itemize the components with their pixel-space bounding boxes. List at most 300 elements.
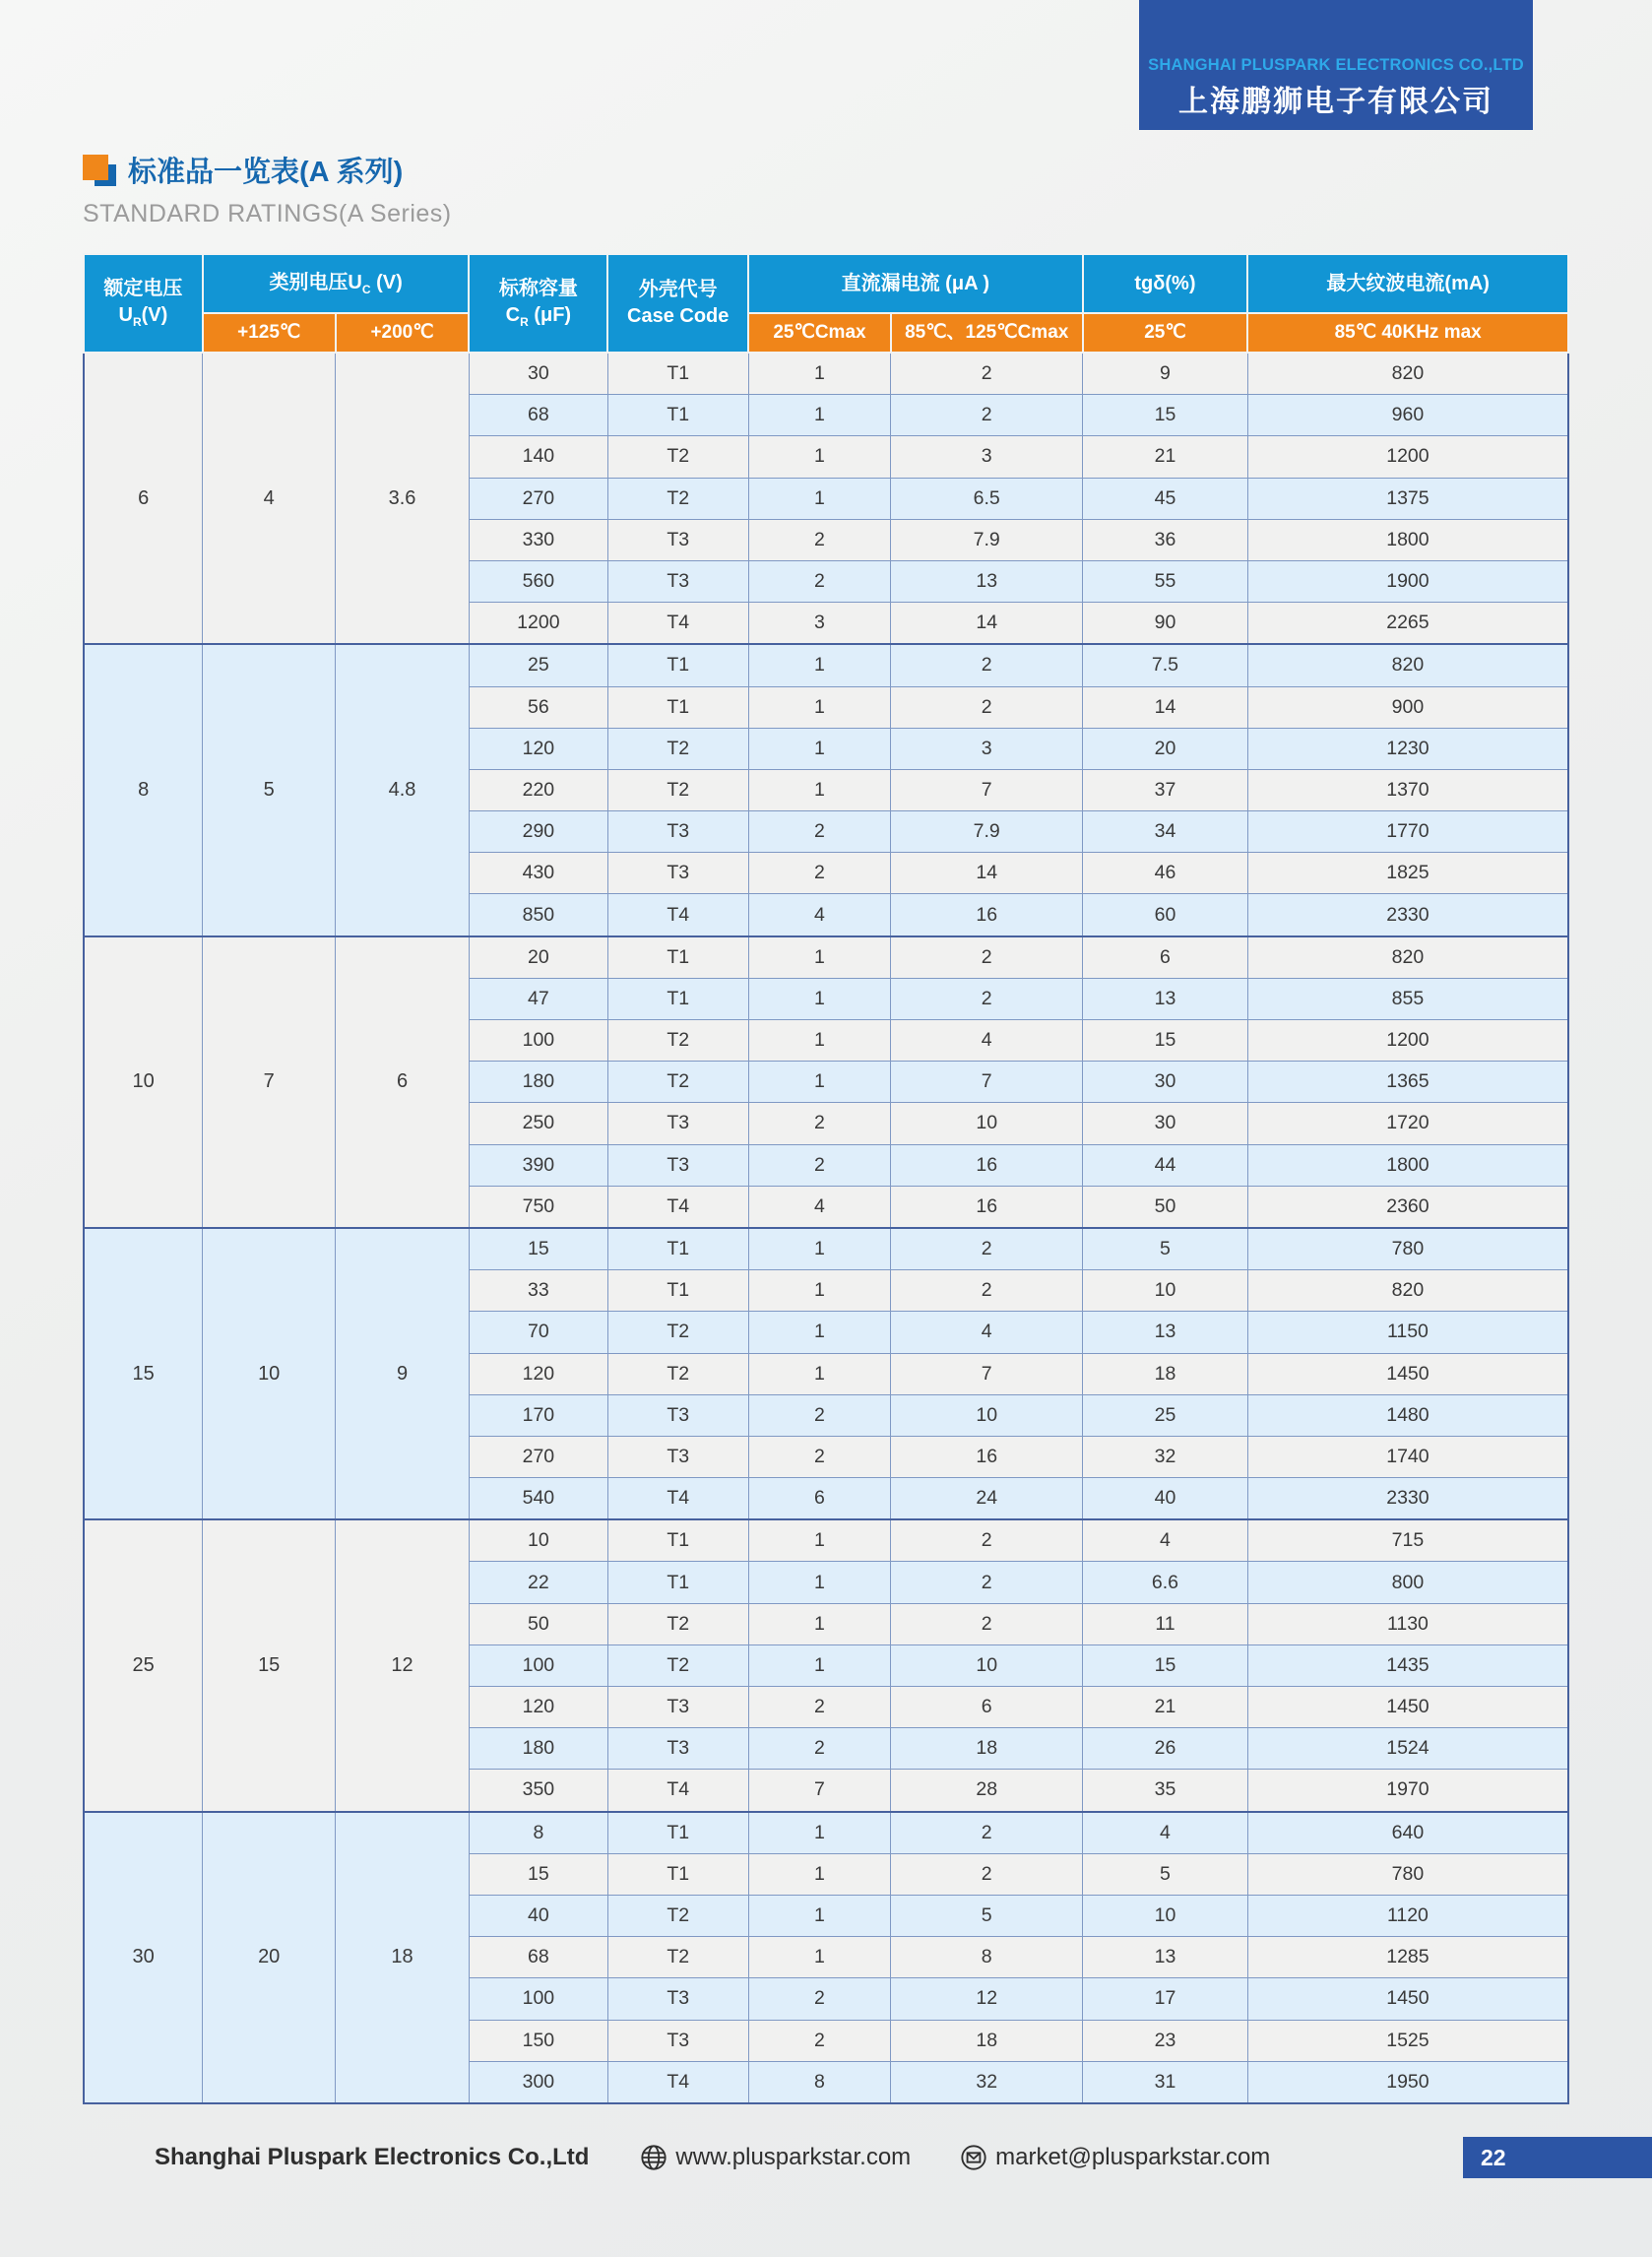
voltage-group-cell: 12 bbox=[336, 1519, 470, 1811]
data-cell: 1285 bbox=[1247, 1937, 1568, 1978]
data-cell: 36 bbox=[1083, 519, 1248, 560]
data-cell: 15 bbox=[1083, 395, 1248, 436]
voltage-group-cell: 15 bbox=[84, 1228, 203, 1519]
voltage-group-cell: 7 bbox=[203, 936, 336, 1228]
data-cell: 4 bbox=[891, 1312, 1083, 1353]
data-cell: 960 bbox=[1247, 395, 1568, 436]
data-cell: 14 bbox=[891, 603, 1083, 645]
data-cell: 24 bbox=[891, 1478, 1083, 1520]
data-cell: 16 bbox=[891, 1144, 1083, 1186]
data-cell: 20 bbox=[469, 936, 607, 979]
data-cell: 270 bbox=[469, 1436, 607, 1477]
data-cell: 300 bbox=[469, 2061, 607, 2103]
data-cell: 1 bbox=[748, 353, 891, 395]
envelope-icon bbox=[960, 2144, 987, 2171]
data-cell: 1 bbox=[748, 395, 891, 436]
data-cell: T1 bbox=[607, 1812, 748, 1854]
data-cell: T2 bbox=[607, 1895, 748, 1936]
data-cell: 1825 bbox=[1247, 853, 1568, 894]
data-cell: 18 bbox=[1083, 1353, 1248, 1394]
data-cell: 13 bbox=[891, 560, 1083, 602]
subcol-25cmax: 25℃Cmax bbox=[748, 313, 891, 353]
data-cell: T2 bbox=[607, 1020, 748, 1062]
data-cell: 1365 bbox=[1247, 1062, 1568, 1103]
page-subtitle: STANDARD RATINGS(A Series) bbox=[83, 200, 452, 227]
data-cell: 1480 bbox=[1247, 1394, 1568, 1436]
data-cell: T4 bbox=[607, 894, 748, 936]
data-cell: 10 bbox=[1083, 1895, 1248, 1936]
footer-email: market@plusparkstar.com bbox=[995, 2144, 1271, 2170]
data-cell: T3 bbox=[607, 811, 748, 853]
data-cell: T4 bbox=[607, 603, 748, 645]
data-cell: 90 bbox=[1083, 603, 1248, 645]
col-header-leakage: 直流漏电流 (μA ) bbox=[748, 254, 1082, 313]
data-cell: 16 bbox=[891, 1436, 1083, 1477]
data-cell: 100 bbox=[469, 1644, 607, 1686]
data-cell: T2 bbox=[607, 436, 748, 478]
data-cell: 4 bbox=[1083, 1812, 1248, 1854]
table-row bbox=[84, 936, 1568, 979]
data-cell: 2 bbox=[891, 1853, 1083, 1895]
data-cell: 1800 bbox=[1247, 1144, 1568, 1186]
voltage-group-cell: 15 bbox=[203, 1519, 336, 1811]
data-cell: 6.5 bbox=[891, 478, 1083, 519]
data-cell: 2330 bbox=[1247, 894, 1568, 936]
data-cell: 120 bbox=[469, 1687, 607, 1728]
data-cell: 7.5 bbox=[1083, 644, 1248, 686]
data-cell: 2 bbox=[891, 686, 1083, 728]
data-cell: 7.9 bbox=[891, 811, 1083, 853]
data-cell: 13 bbox=[1083, 978, 1248, 1019]
data-cell: 12 bbox=[891, 1978, 1083, 2020]
data-cell: 2 bbox=[748, 1103, 891, 1144]
data-cell: 10 bbox=[891, 1103, 1083, 1144]
data-cell: 820 bbox=[1247, 936, 1568, 979]
data-cell: 1720 bbox=[1247, 1103, 1568, 1144]
data-cell: 120 bbox=[469, 1353, 607, 1394]
data-cell: T1 bbox=[607, 644, 748, 686]
data-cell: 46 bbox=[1083, 853, 1248, 894]
data-cell: 1 bbox=[748, 1228, 891, 1270]
data-cell: 1230 bbox=[1247, 728, 1568, 769]
data-cell: 4 bbox=[748, 1186, 891, 1228]
data-cell: 1200 bbox=[469, 603, 607, 645]
data-cell: 14 bbox=[891, 853, 1083, 894]
data-cell: 17 bbox=[1083, 1978, 1248, 2020]
data-cell: 1120 bbox=[1247, 1895, 1568, 1936]
data-cell: 855 bbox=[1247, 978, 1568, 1019]
table-header bbox=[84, 254, 1568, 353]
data-cell: 37 bbox=[1083, 769, 1248, 810]
data-cell: T1 bbox=[607, 1519, 748, 1562]
col-header-capacitance: 标称容量 $C_R$ (μF) bbox=[469, 254, 607, 353]
data-cell: T1 bbox=[607, 395, 748, 436]
data-cell: 1800 bbox=[1247, 519, 1568, 560]
data-cell: 2 bbox=[748, 1978, 891, 2020]
data-cell: T3 bbox=[607, 1978, 748, 2020]
data-cell: 68 bbox=[469, 1937, 607, 1978]
data-cell: 15 bbox=[469, 1853, 607, 1895]
data-cell: 28 bbox=[891, 1770, 1083, 1812]
data-cell: 180 bbox=[469, 1728, 607, 1770]
data-cell: T3 bbox=[607, 560, 748, 602]
data-cell: 140 bbox=[469, 436, 607, 478]
data-cell: 1 bbox=[748, 1062, 891, 1103]
data-cell: 2 bbox=[891, 1519, 1083, 1562]
data-cell: 32 bbox=[1083, 1436, 1248, 1477]
data-cell: T3 bbox=[607, 2020, 748, 2061]
data-cell: 120 bbox=[469, 728, 607, 769]
col-header-tgd: tgδ(%) bbox=[1083, 254, 1248, 313]
data-cell: 350 bbox=[469, 1770, 607, 1812]
data-cell: 1 bbox=[748, 978, 891, 1019]
data-cell: 170 bbox=[469, 1394, 607, 1436]
data-cell: 1 bbox=[748, 1937, 891, 1978]
data-cell: 7 bbox=[891, 1353, 1083, 1394]
data-cell: 780 bbox=[1247, 1228, 1568, 1270]
data-cell: T1 bbox=[607, 353, 748, 395]
data-cell: 1 bbox=[748, 769, 891, 810]
data-cell: 6.6 bbox=[1083, 1562, 1248, 1603]
data-cell: 6 bbox=[1083, 936, 1248, 979]
data-cell: 1525 bbox=[1247, 2020, 1568, 2061]
company-name-cn: 上海鹏狮电子有限公司 bbox=[1178, 86, 1493, 118]
voltage-group-cell: 4 bbox=[203, 353, 336, 644]
data-cell: T3 bbox=[607, 1394, 748, 1436]
data-cell: T2 bbox=[607, 728, 748, 769]
data-cell: 3 bbox=[891, 728, 1083, 769]
data-cell: 1740 bbox=[1247, 1436, 1568, 1477]
data-cell: 40 bbox=[1083, 1478, 1248, 1520]
data-cell: 2360 bbox=[1247, 1186, 1568, 1228]
data-cell: 10 bbox=[1083, 1270, 1248, 1312]
data-cell: T4 bbox=[607, 1770, 748, 1812]
voltage-group-cell: 3.6 bbox=[336, 353, 470, 644]
data-cell: 2 bbox=[748, 519, 891, 560]
title-square-icon bbox=[83, 155, 116, 186]
data-cell: 1 bbox=[748, 1270, 891, 1312]
data-cell: 2 bbox=[891, 936, 1083, 979]
page-footer bbox=[0, 2135, 1652, 2180]
data-cell: 850 bbox=[469, 894, 607, 936]
data-cell: 3 bbox=[748, 603, 891, 645]
data-cell: 2 bbox=[748, 1144, 891, 1186]
voltage-group-cell: 8 bbox=[84, 644, 203, 935]
subcol-25c: 25℃ bbox=[1083, 313, 1248, 353]
data-cell: 55 bbox=[1083, 560, 1248, 602]
data-cell: 1 bbox=[748, 1603, 891, 1644]
data-cell: 2 bbox=[748, 1436, 891, 1477]
data-cell: 5 bbox=[891, 1895, 1083, 1936]
data-cell: 1 bbox=[748, 936, 891, 979]
data-cell: T3 bbox=[607, 1728, 748, 1770]
data-cell: 25 bbox=[1083, 1394, 1248, 1436]
data-cell: 10 bbox=[891, 1644, 1083, 1686]
data-cell: 100 bbox=[469, 1020, 607, 1062]
data-cell: 32 bbox=[891, 2061, 1083, 2103]
data-cell: 1 bbox=[748, 686, 891, 728]
data-cell: T2 bbox=[607, 1353, 748, 1394]
data-cell: 2265 bbox=[1247, 603, 1568, 645]
data-cell: 2 bbox=[748, 560, 891, 602]
data-cell: 68 bbox=[469, 395, 607, 436]
data-cell: 560 bbox=[469, 560, 607, 602]
data-cell: T3 bbox=[607, 1687, 748, 1728]
data-cell: T4 bbox=[607, 1478, 748, 1520]
data-cell: 9 bbox=[1083, 353, 1248, 395]
data-cell: 7 bbox=[891, 769, 1083, 810]
data-cell: 715 bbox=[1247, 1519, 1568, 1562]
data-cell: T1 bbox=[607, 1853, 748, 1895]
col-header-rated-voltage: 额定电压 $U_R(V)$ bbox=[84, 254, 203, 353]
data-cell: 1 bbox=[748, 1353, 891, 1394]
table-body bbox=[84, 353, 1568, 2103]
data-cell: 2330 bbox=[1247, 1478, 1568, 1520]
data-cell: 16 bbox=[891, 1186, 1083, 1228]
data-cell: 1 bbox=[748, 1644, 891, 1686]
table-row bbox=[84, 353, 1568, 395]
data-cell: 1450 bbox=[1247, 1978, 1568, 2020]
data-cell: T2 bbox=[607, 769, 748, 810]
data-cell: 47 bbox=[469, 978, 607, 1019]
footer-website: www.plusparkstar.com bbox=[675, 2144, 912, 2170]
voltage-group-cell: 30 bbox=[84, 1812, 203, 2103]
subcol-125c: +125℃ bbox=[203, 313, 336, 353]
data-cell: 820 bbox=[1247, 1270, 1568, 1312]
data-cell: 25 bbox=[469, 644, 607, 686]
voltage-group-cell: 6 bbox=[336, 936, 470, 1228]
data-cell: 60 bbox=[1083, 894, 1248, 936]
data-cell: 8 bbox=[891, 1937, 1083, 1978]
col-header-category-voltage: 类别电压$U_C$ (V) bbox=[203, 254, 470, 313]
data-cell: 820 bbox=[1247, 353, 1568, 395]
data-cell: 1200 bbox=[1247, 1020, 1568, 1062]
voltage-group-cell: 6 bbox=[84, 353, 203, 644]
data-cell: 7 bbox=[748, 1770, 891, 1812]
data-cell: 22 bbox=[469, 1562, 607, 1603]
data-cell: 2 bbox=[891, 1812, 1083, 1854]
data-cell: 250 bbox=[469, 1103, 607, 1144]
data-cell: 1970 bbox=[1247, 1770, 1568, 1812]
data-cell: 1130 bbox=[1247, 1603, 1568, 1644]
data-cell: 290 bbox=[469, 811, 607, 853]
page-number-badge: 22 bbox=[1463, 2137, 1652, 2178]
data-cell: 1 bbox=[748, 1812, 891, 1854]
table-row bbox=[84, 1519, 1568, 1562]
data-cell: T3 bbox=[607, 853, 748, 894]
data-cell: 15 bbox=[1083, 1020, 1248, 1062]
data-cell: 50 bbox=[1083, 1186, 1248, 1228]
data-cell: 30 bbox=[469, 353, 607, 395]
data-cell: 270 bbox=[469, 478, 607, 519]
data-cell: T2 bbox=[607, 1937, 748, 1978]
data-cell: 21 bbox=[1083, 436, 1248, 478]
data-cell: 20 bbox=[1083, 728, 1248, 769]
data-cell: 2 bbox=[891, 1270, 1083, 1312]
data-cell: 1770 bbox=[1247, 811, 1568, 853]
data-cell: 2 bbox=[891, 353, 1083, 395]
data-cell: 30 bbox=[1083, 1103, 1248, 1144]
data-cell: 2 bbox=[891, 395, 1083, 436]
globe-icon bbox=[640, 2144, 667, 2171]
table-row bbox=[84, 644, 1568, 686]
data-cell: 4 bbox=[891, 1020, 1083, 1062]
data-cell: 2 bbox=[891, 1228, 1083, 1270]
data-cell: 1 bbox=[748, 644, 891, 686]
voltage-group-cell: 25 bbox=[84, 1519, 203, 1811]
voltage-group-cell: 18 bbox=[336, 1812, 470, 2103]
data-cell: 330 bbox=[469, 519, 607, 560]
data-cell: 8 bbox=[748, 2061, 891, 2103]
table-row bbox=[84, 1812, 1568, 1854]
data-cell: T2 bbox=[607, 1603, 748, 1644]
data-cell: 16 bbox=[891, 894, 1083, 936]
data-cell: 780 bbox=[1247, 1853, 1568, 1895]
data-cell: 1 bbox=[748, 436, 891, 478]
voltage-group-cell: 10 bbox=[203, 1228, 336, 1519]
data-cell: 50 bbox=[469, 1603, 607, 1644]
data-cell: T3 bbox=[607, 1103, 748, 1144]
data-cell: 15 bbox=[1083, 1644, 1248, 1686]
voltage-group-cell: 10 bbox=[84, 936, 203, 1228]
data-cell: 1 bbox=[748, 1895, 891, 1936]
data-cell: T2 bbox=[607, 1062, 748, 1103]
data-cell: 6 bbox=[891, 1687, 1083, 1728]
data-cell: 18 bbox=[891, 2020, 1083, 2061]
data-cell: 2 bbox=[891, 978, 1083, 1019]
data-cell: 33 bbox=[469, 1270, 607, 1312]
data-cell: T1 bbox=[607, 1270, 748, 1312]
data-cell: 13 bbox=[1083, 1312, 1248, 1353]
data-cell: 1200 bbox=[1247, 436, 1568, 478]
company-name-en: SHANGHAI PLUSPARK ELECTRONICS CO.,LTD bbox=[1148, 56, 1524, 74]
data-cell: 1950 bbox=[1247, 2061, 1568, 2103]
data-cell: 1 bbox=[748, 1519, 891, 1562]
data-cell: T3 bbox=[607, 1144, 748, 1186]
data-cell: 1 bbox=[748, 728, 891, 769]
data-cell: 1 bbox=[748, 1562, 891, 1603]
data-cell: 7.9 bbox=[891, 519, 1083, 560]
data-cell: 640 bbox=[1247, 1812, 1568, 1854]
data-cell: 21 bbox=[1083, 1687, 1248, 1728]
data-cell: 2 bbox=[748, 853, 891, 894]
data-cell: 800 bbox=[1247, 1562, 1568, 1603]
data-cell: 11 bbox=[1083, 1603, 1248, 1644]
subcol-85c-40khz: 85℃ 40KHz max bbox=[1247, 313, 1568, 353]
brand-box bbox=[1139, 0, 1533, 130]
data-cell: 820 bbox=[1247, 644, 1568, 686]
data-cell: 56 bbox=[469, 686, 607, 728]
data-cell: 180 bbox=[469, 1062, 607, 1103]
data-cell: 1 bbox=[748, 1853, 891, 1895]
data-cell: T1 bbox=[607, 686, 748, 728]
data-cell: 2 bbox=[748, 1728, 891, 1770]
data-cell: 1370 bbox=[1247, 769, 1568, 810]
data-cell: 34 bbox=[1083, 811, 1248, 853]
data-cell: T3 bbox=[607, 519, 748, 560]
data-cell: T1 bbox=[607, 1562, 748, 1603]
data-cell: 5 bbox=[1083, 1853, 1248, 1895]
data-cell: 3 bbox=[891, 436, 1083, 478]
data-cell: 100 bbox=[469, 1978, 607, 2020]
data-cell: 70 bbox=[469, 1312, 607, 1353]
data-cell: 4 bbox=[748, 894, 891, 936]
voltage-group-cell: 4.8 bbox=[336, 644, 470, 935]
data-cell: 2 bbox=[748, 1687, 891, 1728]
voltage-group-cell: 5 bbox=[203, 644, 336, 935]
data-cell: 45 bbox=[1083, 478, 1248, 519]
data-cell: 750 bbox=[469, 1186, 607, 1228]
data-cell: 31 bbox=[1083, 2061, 1248, 2103]
data-cell: 2 bbox=[748, 2020, 891, 2061]
footer-company: Shanghai Pluspark Electronics Co.,Ltd bbox=[155, 2144, 590, 2170]
subcol-200c: +200℃ bbox=[336, 313, 470, 353]
data-cell: 7 bbox=[891, 1062, 1083, 1103]
data-cell: 4 bbox=[1083, 1519, 1248, 1562]
data-cell: 18 bbox=[891, 1728, 1083, 1770]
data-cell: 26 bbox=[1083, 1728, 1248, 1770]
data-cell: 15 bbox=[469, 1228, 607, 1270]
data-cell: 8 bbox=[469, 1812, 607, 1854]
section-title-row bbox=[83, 150, 403, 190]
data-cell: 1450 bbox=[1247, 1353, 1568, 1394]
standard-ratings-table bbox=[83, 253, 1569, 2104]
data-cell: 390 bbox=[469, 1144, 607, 1186]
data-cell: 44 bbox=[1083, 1144, 1248, 1186]
table-row bbox=[84, 1228, 1568, 1270]
data-cell: 2 bbox=[748, 811, 891, 853]
data-cell: 10 bbox=[469, 1519, 607, 1562]
voltage-group-cell: 20 bbox=[203, 1812, 336, 2103]
data-cell: 35 bbox=[1083, 1770, 1248, 1812]
data-cell: 540 bbox=[469, 1478, 607, 1520]
data-cell: 1900 bbox=[1247, 560, 1568, 602]
voltage-group-cell: 9 bbox=[336, 1228, 470, 1519]
data-cell: T4 bbox=[607, 1186, 748, 1228]
data-cell: 430 bbox=[469, 853, 607, 894]
data-cell: 1150 bbox=[1247, 1312, 1568, 1353]
data-cell: T2 bbox=[607, 1644, 748, 1686]
data-cell: 5 bbox=[1083, 1228, 1248, 1270]
data-cell: 1435 bbox=[1247, 1644, 1568, 1686]
data-cell: T2 bbox=[607, 478, 748, 519]
data-cell: 150 bbox=[469, 2020, 607, 2061]
data-cell: 220 bbox=[469, 769, 607, 810]
data-cell: T1 bbox=[607, 936, 748, 979]
data-cell: 6 bbox=[748, 1478, 891, 1520]
col-header-ripple: 最大纹波电流(mA) bbox=[1247, 254, 1568, 313]
data-cell: 2 bbox=[891, 1603, 1083, 1644]
data-cell: T1 bbox=[607, 1228, 748, 1270]
data-cell: 40 bbox=[469, 1895, 607, 1936]
data-cell: 10 bbox=[891, 1394, 1083, 1436]
page-title: 标准品一览表(A 系列) bbox=[128, 157, 404, 188]
data-cell: T2 bbox=[607, 1312, 748, 1353]
data-cell: 14 bbox=[1083, 686, 1248, 728]
data-cell: 900 bbox=[1247, 686, 1568, 728]
data-cell: 23 bbox=[1083, 2020, 1248, 2061]
data-cell: 1375 bbox=[1247, 478, 1568, 519]
data-cell: 13 bbox=[1083, 1937, 1248, 1978]
col-header-case-code: 外壳代号 Case Code bbox=[607, 254, 748, 353]
data-cell: T4 bbox=[607, 2061, 748, 2103]
data-cell: 1450 bbox=[1247, 1687, 1568, 1728]
data-cell: 2 bbox=[891, 1562, 1083, 1603]
data-cell: 30 bbox=[1083, 1062, 1248, 1103]
data-cell: 1524 bbox=[1247, 1728, 1568, 1770]
data-cell: 1 bbox=[748, 1312, 891, 1353]
data-cell: T1 bbox=[607, 978, 748, 1019]
